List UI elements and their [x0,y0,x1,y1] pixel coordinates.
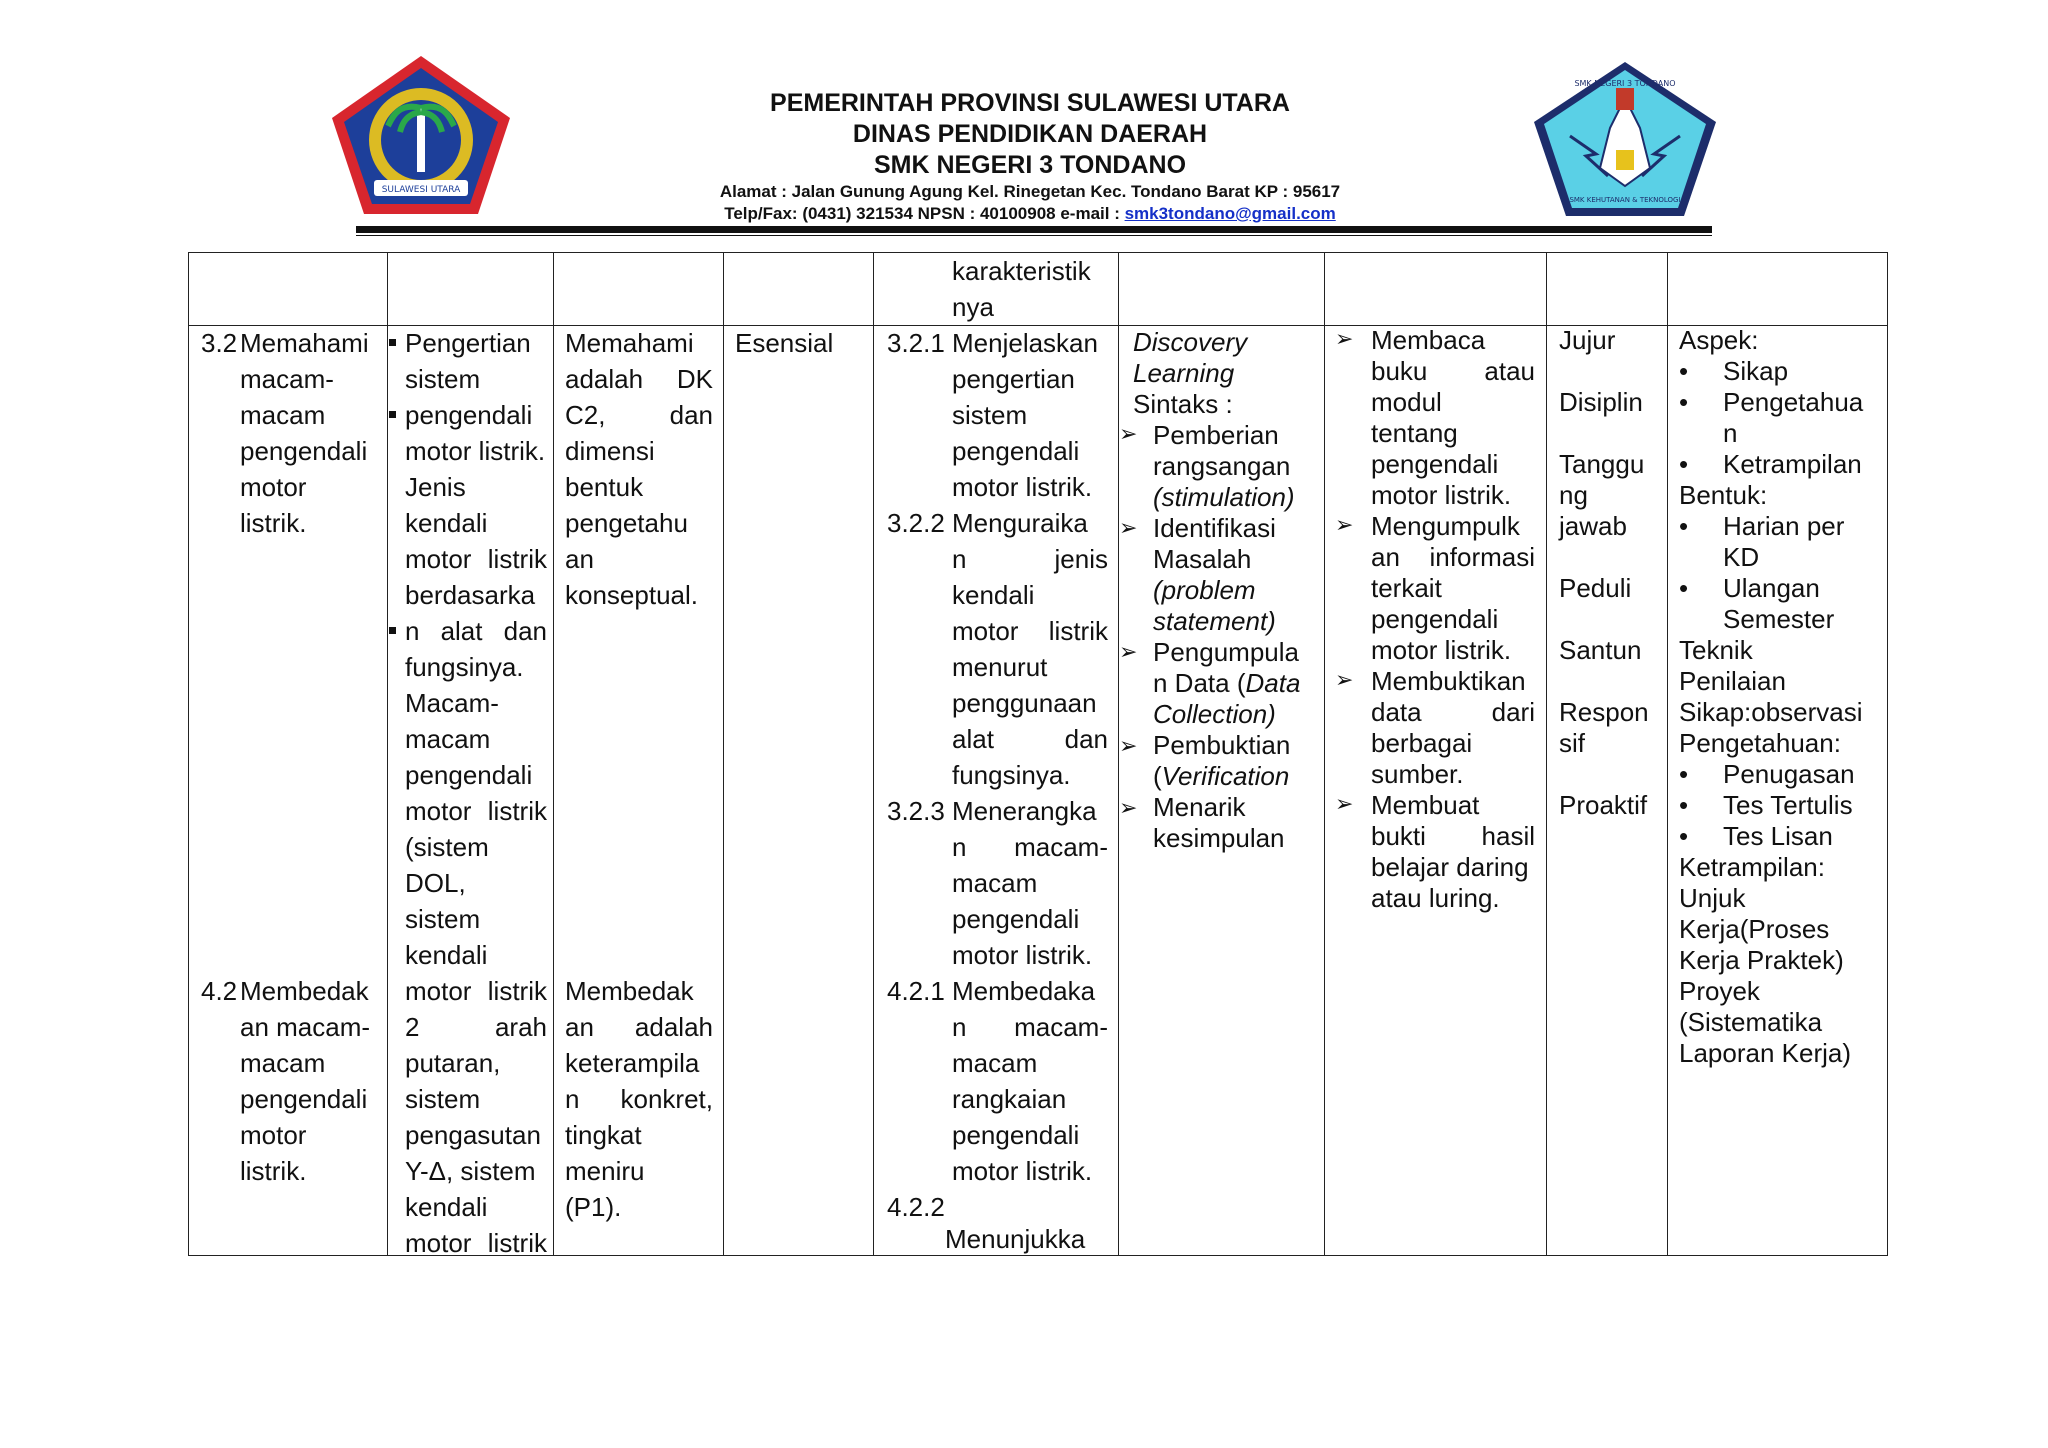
list-item [1679,387,1885,418]
indicator-number: 4.2.2 [887,1192,945,1222]
kd-3-2-text [240,325,385,541]
col-divider [1546,253,1547,1255]
text-line: sistem [405,1084,481,1114]
text-line: Sintaks : [1133,389,1233,419]
text-line: sif [1559,728,1585,758]
value-peduli: Peduli [1559,573,1632,603]
text-line: motor [240,472,307,502]
text-line: an informasi [1371,542,1535,572]
indicator-number: 3.2.2 [887,508,945,538]
text-line: Membuktikan [1371,666,1526,696]
text-line: motor listrik. [952,472,1093,502]
text-line: n jenis [952,544,1108,574]
text-line: kendali [952,580,1035,610]
arrow-bullet-icon: ➢ [1119,421,1138,446]
value-jujur: Jujur [1559,325,1616,355]
text-line: Tes Tertulis [1723,790,1853,820]
text-line: tingkat [565,1120,642,1150]
character-values [1559,325,1663,821]
text-line: Pemberian [1153,420,1279,450]
text-line: Pengumpula [1153,637,1299,667]
square-bullet-icon [389,325,402,361]
kategori-esensial: Esensial [735,328,834,358]
text-line: n alat dan [405,616,547,646]
text-line: nya [952,292,994,322]
header-contact-text: Telp/Fax: (0431) 321534 NPSN : 40100908 e-mail : [724,204,1125,223]
list-item [1679,449,1885,480]
text-line: macam [405,724,491,754]
col-divider [723,253,724,1255]
dimensi-pengetahuan [565,325,713,613]
text-line: Membaca [1371,325,1486,355]
text-line: ng [1559,480,1588,510]
materi-pokok [405,325,547,1261]
text-line: Pengetahua [1723,387,1864,417]
header-line-3: SMK NEGERI 3 TONDANO [873,151,1187,179]
text-line: pengendali [952,904,1080,934]
header-line-1: PEMERINTAH PROVINSI SULAWESI UTARA [770,89,1290,117]
arrow-bullet-icon: ➢ [1119,733,1138,758]
text-line: (problem [1153,575,1256,605]
text-line: Membuat [1371,790,1480,820]
text-line: Menerangka [952,796,1097,826]
value-santun: Santun [1559,635,1642,665]
arrow-bullet-icon: ➢ [1119,795,1138,820]
text-line: C2, dan [565,400,713,430]
text-line: n konkret, [565,1084,713,1114]
dot-bullet-icon: • [1679,790,1689,820]
list-item [1679,573,1885,604]
text-line: Identifikasi [1153,513,1276,543]
text-line: fungsinya. [952,760,1071,790]
header-address: Alamat : Jalan Gunung Agung Kel. Rinegetan Kec. Tondano Barat KP : 95617 [719,182,1341,201]
text-line: Menjelaskan [952,328,1098,358]
text-line: pengendali [405,400,533,430]
text-line: Membedaka [952,976,1096,1006]
text-line: kendali [405,508,488,538]
text-line: kesimpulan [1153,823,1285,853]
text-line: pengertian [952,364,1075,394]
text-line: Penugasan [1723,759,1855,789]
value-proaktif: Proaktif [1559,790,1648,820]
text-line: Ulangan [1723,573,1820,603]
text-line: motor listrik. [952,1156,1093,1186]
text-line: Menguraika [952,508,1088,538]
text-line: Jenis [405,472,466,502]
list-item [1679,790,1885,821]
school-emblem-logo [1530,58,1720,220]
text-line: macam- [240,364,334,394]
text-line: penggunaan [952,688,1097,718]
text-line: sumber. [1371,759,1464,789]
text-line: motor [240,1120,307,1150]
col-divider [1324,253,1325,1255]
text-line: bukti hasil [1371,821,1535,851]
assessment [1679,325,1885,1069]
text-line: KD [1723,542,1760,572]
text-line: Ketrampilan: [1679,852,1825,882]
arrow-bullet-icon: ➢ [1119,639,1138,664]
arrow-bullet-icon: ➢ [1335,512,1354,537]
text-line: Pembuktian [1153,730,1291,760]
text-line: Memahami [565,328,694,358]
dot-bullet-icon: • [1679,759,1689,789]
dot-bullet-icon: • [1679,821,1689,851]
text-line: Menarik [1153,792,1246,822]
text-line: pengendali [405,760,533,790]
col-divider [873,253,874,1255]
text-line: an adalah [565,1012,713,1042]
text-line [1153,761,1319,792]
text-line: Membedak [565,976,694,1006]
text-line: pengendali [952,1120,1080,1150]
text-line: Learning [1133,358,1235,388]
text-line: bentuk [565,472,644,502]
text-line: Proyek [1679,976,1760,1006]
text-span: ( [1153,761,1162,791]
text-line: pengendali [240,436,368,466]
indicator-4-2-2: Menunjukka [945,1224,1086,1254]
arrow-bullet-icon: ➢ [1119,515,1138,540]
dimensi-keterampilan [565,973,713,1225]
text-line: sistem [405,364,481,394]
square-bullet-icon [389,397,402,433]
text-line: n macam- [952,1012,1108,1042]
text-line: karakteristik [952,256,1091,286]
text-line: (sistem [405,832,489,862]
text-line: n [1723,418,1738,448]
text-line: kendali [405,1192,488,1222]
text-span: Verification [1161,761,1290,791]
list-item [1679,418,1885,449]
indicator-number: 3.2.3 [887,796,945,826]
value-disiplin: Disiplin [1559,387,1643,417]
text-line: motor listrik [952,616,1108,646]
logo-right-caption-top: SMK NEGERI 3 TONDANO [1574,79,1676,88]
indicator-3-2-1 [952,325,1108,505]
text-line: buku atau [1371,356,1535,386]
header-line-2: DINAS PENDIDIKAN DAERAH [852,120,1208,148]
square-bullet-icon [389,613,402,649]
text-span: n Data ( [1153,668,1246,698]
email-link[interactable]: smk3tondano@gmail.com [1124,204,1336,223]
header-rule-thick [356,226,1712,233]
dot-bullet-icon: • [1679,387,1689,417]
indicator-3-2-2 [952,505,1108,793]
text-line: Mengumpulk [1371,511,1520,541]
text-line: motor listrik. [1371,635,1512,665]
arrow-bullet-icon: ➢ [1335,667,1354,692]
text-line: pengetahu [565,508,688,538]
text-line: Unjuk [1679,883,1746,913]
text-line: macam [240,1048,326,1078]
top-row-indicator-cont [952,253,1091,325]
list-item [1679,356,1885,387]
text-line: Sikap:observasi [1679,697,1863,727]
text-line: an macam- [240,1012,371,1042]
text-line: Macam- [405,688,499,718]
text-line: fungsinya. [405,652,524,682]
indicator-number: 3.2.1 [887,328,945,358]
text-line: kendali [405,940,488,970]
text-line: Sikap [1723,356,1789,386]
text-line: Memahami [240,328,369,358]
text-line: berbagai [1371,728,1473,758]
text-line: terkait [1371,573,1442,603]
text-line: n macam- [952,832,1108,862]
text-line: motor listrik [405,796,547,826]
col-divider [553,253,554,1255]
text-span: Data [1245,668,1301,698]
dot-bullet-icon: • [1679,511,1689,541]
text-line: (stimulation) [1153,482,1295,512]
text-line: rangkaian [952,1084,1067,1114]
text-line: pengendali [1371,604,1499,634]
sintaks-steps [1153,420,1319,854]
text-line: pengasutan [405,1120,541,1150]
dot-bullet-icon: • [1679,356,1689,386]
text-line: konseptual. [565,580,698,610]
list-item [1679,604,1885,635]
text-line: dimensi [565,436,655,466]
text-line: keterampila [565,1048,700,1078]
header-rule-thin [356,235,1712,236]
indicator-4-2-1 [952,973,1108,1189]
text-line: Collection) [1153,699,1276,729]
text-line: DOL, [405,868,466,898]
arrow-bullet-icon: ➢ [1335,791,1354,816]
learning-activities [1371,325,1535,914]
text-line: Kerja(Proses [1679,914,1830,944]
list-item [1679,759,1885,790]
text-line: modul [1371,387,1442,417]
indicator-3-2-3 [952,793,1108,973]
text-line: atau luring. [1371,883,1500,913]
dot-bullet-icon: • [1679,573,1689,603]
logo-right-caption-bottom: SMK KEHUTANAN & TEKNOLOGI [1569,196,1681,204]
text-line: pengendali [240,1084,368,1114]
text-line: motor listrik [405,976,547,1006]
text-line: jawab [1559,511,1627,541]
kd-4-2-number: 4.2 [201,976,238,1006]
provincial-emblem-logo [328,52,514,218]
text-line: meniru [565,1156,645,1186]
text-line: Tes Lisan [1723,821,1833,851]
text-line: motor listrik. [405,436,546,466]
kd-4-2-text [240,973,385,1189]
text-line: adalah DK [565,364,713,394]
text-line: motor listrik [405,1228,547,1258]
learning-model [1133,327,1317,420]
text-line: berdasarka [405,580,536,610]
indicator-number: 4.2.1 [887,976,945,1006]
header-contact [560,203,1500,225]
value-responsif: Respon [1559,697,1649,727]
text-line: (Sistematika [1679,1007,1823,1037]
text-line: pengendali [952,436,1080,466]
text-line: sistem [952,400,1028,430]
col-divider [1667,253,1668,1255]
bentuk-label: Bentuk: [1679,480,1768,510]
text-line: pengendali [1371,449,1499,479]
list-item [1679,821,1885,852]
arrow-bullet-icon: ➢ [1335,326,1354,351]
text-line: sistem [405,904,481,934]
letterhead [560,88,1500,225]
text-line: an [565,544,594,574]
text-line: Laporan Kerja) [1679,1038,1851,1068]
value-tanggung-jawab: Tanggu [1559,449,1645,479]
text-line: listrik. [240,508,307,538]
text-line: rangsangan [1153,451,1291,481]
text-line: motor listrik. [952,940,1093,970]
text-line: data dari [1371,697,1535,727]
text-line [1153,668,1319,699]
text-line: macam [952,868,1038,898]
list-item [1679,511,1885,542]
dot-bullet-icon: • [1679,449,1689,479]
syllabus-table [188,252,1888,1256]
text-line: Ketrampilan [1723,449,1862,479]
list-item [1679,542,1885,573]
text-line: 2 arah [405,1012,547,1042]
text-line: Harian per [1723,511,1845,541]
text-line: belajar daring [1371,852,1529,882]
text-line: Penilaian [1679,666,1786,696]
text-line: (P1). [565,1192,622,1222]
text-line: putaran, [405,1048,501,1078]
logo-left-caption: SULAWESI UTARA [381,185,461,195]
text-line: Y-Δ, sistem [405,1156,536,1186]
text-line: listrik. [240,1156,307,1186]
col-divider [387,253,388,1255]
aspek-label: Aspek: [1679,325,1759,355]
text-line: Membedak [240,976,369,1006]
text-line: Semester [1723,604,1835,634]
text-line: Masalah [1153,544,1252,574]
text-line: macam [952,1048,1038,1078]
text-line: Kerja Praktek) [1679,945,1844,975]
text-line: motor listrik [405,544,547,574]
text-line: menurut [952,652,1048,682]
text-line: Teknik [1679,635,1753,665]
text-line: motor listrik. [1371,480,1512,510]
text-line: Discovery [1133,327,1248,357]
text-line: macam [240,400,326,430]
text-line: alat dan [952,724,1108,754]
text-line: statement) [1153,606,1276,636]
text-line: tentang [1371,418,1458,448]
text-line: Pengetahuan: [1679,728,1841,758]
kd-3-2-number: 3.2 [201,328,238,358]
text-line: Pengertian [405,328,531,358]
